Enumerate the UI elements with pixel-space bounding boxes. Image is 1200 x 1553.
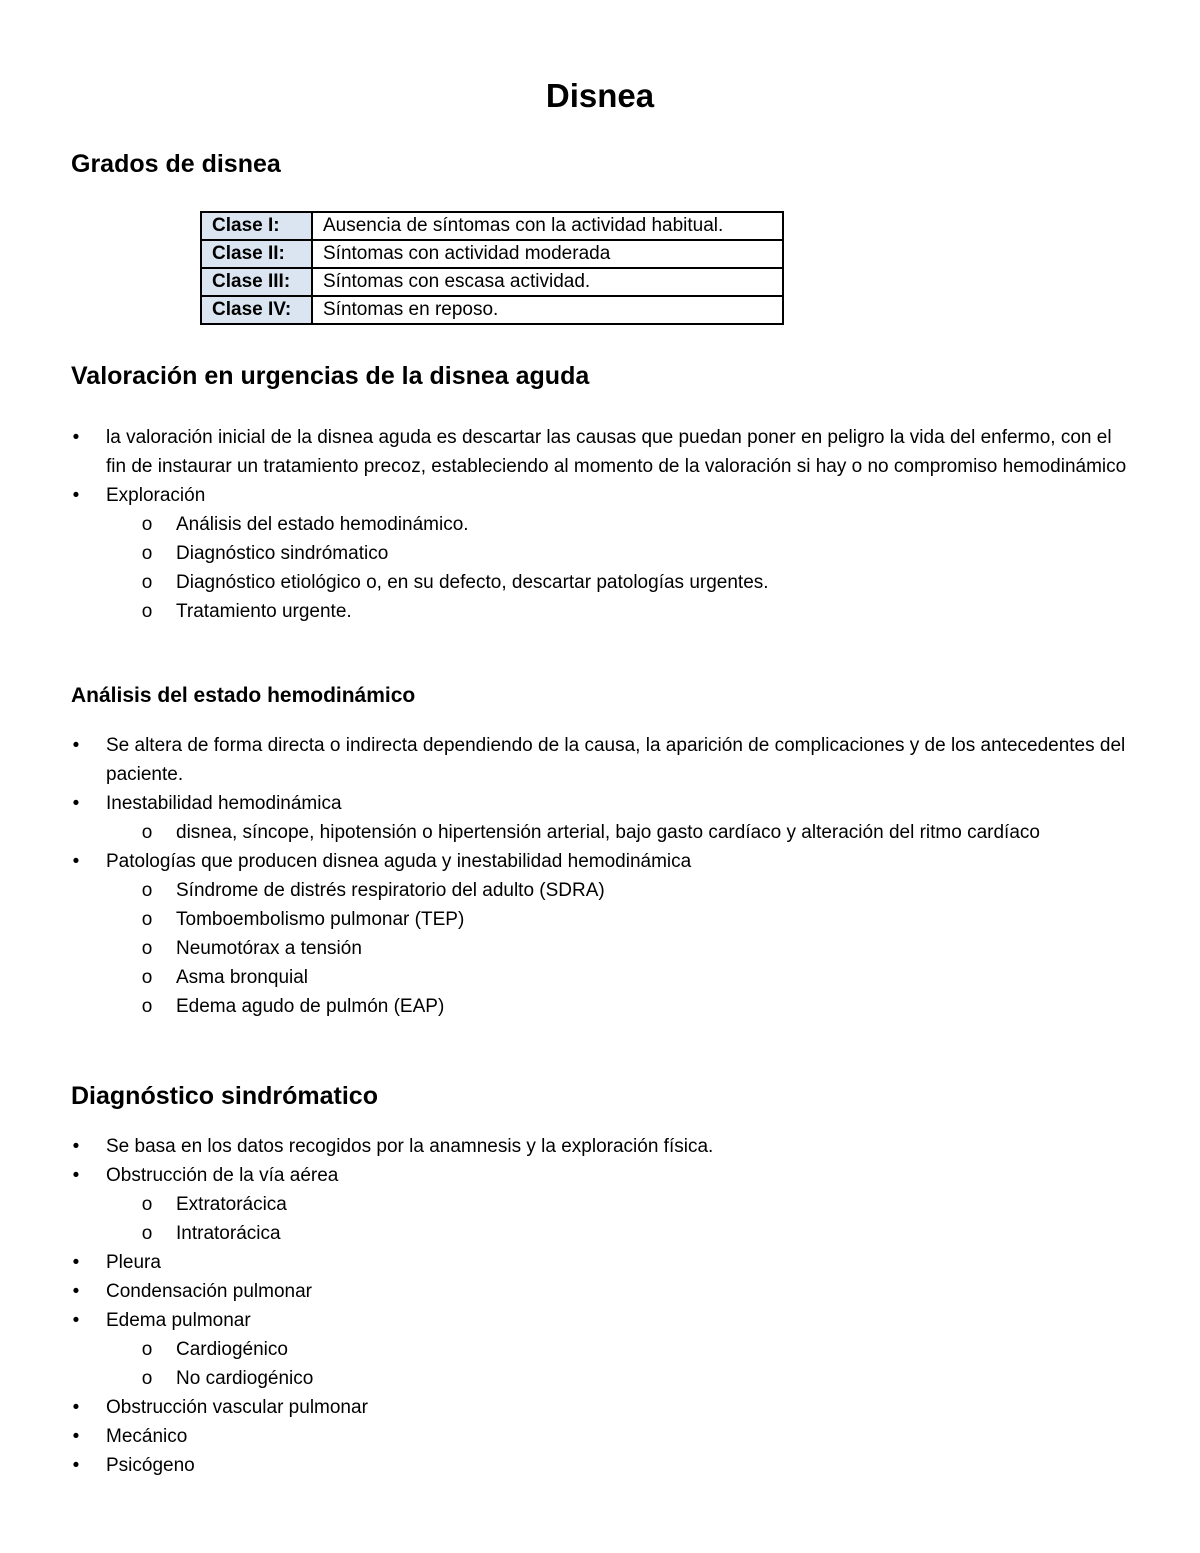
sub-list-item-text: Diagnóstico sindrómatico bbox=[176, 543, 389, 564]
section-heading-grados: Grados de disnea bbox=[71, 150, 281, 178]
list-item bbox=[71, 1393, 1131, 1422]
list-item-text: Pleura bbox=[106, 1252, 161, 1273]
bullet-icon: • bbox=[72, 1397, 80, 1418]
sub-list-item bbox=[106, 1364, 1131, 1393]
circle-bullet-icon: o bbox=[141, 1223, 153, 1244]
list-item bbox=[71, 1422, 1131, 1451]
sub-list-item bbox=[106, 1190, 1131, 1219]
grade-class-cell: Clase I: bbox=[201, 212, 312, 240]
sub-list-item-text: disnea, síncope, hipotensión o hipertensión arterial, bajo gasto cardíaco y alteración del ritmo cardíaco bbox=[176, 822, 1040, 843]
sub-list-item bbox=[106, 818, 1131, 847]
list-item-text: Obstrucción vascular pulmonar bbox=[106, 1397, 368, 1418]
sub-list-item-text: Neumotórax a tensión bbox=[176, 938, 362, 959]
sub-list bbox=[106, 510, 1131, 626]
sub-list-item-text: Análisis del estado hemodinámico. bbox=[176, 514, 469, 535]
bullet-icon: • bbox=[72, 1136, 80, 1157]
sub-list bbox=[106, 1190, 1131, 1248]
sub-list-item-text: Intratorácica bbox=[176, 1223, 281, 1244]
list-item-text: Se altera de forma directa o indirecta dependiendo de la causa, la aparición de complicaciones y de los antecedentes del paciente. bbox=[106, 735, 1126, 785]
list-item-text: Mecánico bbox=[106, 1426, 188, 1447]
bullet-icon: • bbox=[72, 1281, 80, 1302]
list-item bbox=[71, 1161, 1131, 1248]
sub-list-item bbox=[106, 905, 1131, 934]
sub-list-item-text: Tomboembolismo pulmonar (TEP) bbox=[176, 909, 465, 930]
list-item bbox=[71, 847, 1131, 1021]
sub-list-item-text: Diagnóstico etiológico o, en su defecto, descartar patologías urgentes. bbox=[176, 572, 769, 593]
bullet-icon: • bbox=[72, 851, 80, 872]
list-item-text: Edema pulmonar bbox=[106, 1310, 251, 1331]
grade-class-cell: Clase IV: bbox=[201, 296, 312, 324]
list-item bbox=[71, 789, 1131, 847]
list-item bbox=[71, 1277, 1131, 1306]
list-item bbox=[71, 731, 1131, 789]
list-item-text: Condensación pulmonar bbox=[106, 1281, 312, 1302]
table-row bbox=[201, 240, 783, 268]
list-item-text: Exploración bbox=[106, 485, 206, 506]
grade-description-cell: Síntomas con escasa actividad. bbox=[312, 268, 783, 296]
sub-list-item bbox=[106, 1219, 1131, 1248]
bullet-icon: • bbox=[72, 427, 80, 448]
circle-bullet-icon: o bbox=[141, 909, 153, 930]
circle-bullet-icon: o bbox=[141, 572, 153, 593]
list-item-text: la valoración inicial de la disnea aguda es descartar las causas que puedan poner en peligro la vida del enfermo, con el fin de instaurar un tratamiento precoz, estableciendo al momento de la valoración si hay o no compromiso hemodinámico bbox=[106, 427, 1127, 477]
list-item-text: Inestabilidad hemodinámica bbox=[106, 793, 342, 814]
sub-list-item-text: Asma bronquial bbox=[176, 967, 309, 988]
circle-bullet-icon: o bbox=[141, 1194, 153, 1215]
circle-bullet-icon: o bbox=[141, 880, 153, 901]
sindromatico-list bbox=[71, 1132, 1131, 1480]
circle-bullet-icon: o bbox=[141, 601, 153, 622]
section-heading-hemodinamico: Análisis del estado hemodinámico bbox=[71, 684, 416, 707]
circle-bullet-icon: o bbox=[141, 996, 153, 1017]
sub-list-item bbox=[106, 876, 1131, 905]
circle-bullet-icon: o bbox=[141, 1368, 153, 1389]
list-item-text: Patologías que producen disnea aguda y inestabilidad hemodinámica bbox=[106, 851, 692, 872]
sub-list-item-text: Edema agudo de pulmón (EAP) bbox=[176, 996, 445, 1017]
urgencias-list bbox=[71, 423, 1131, 626]
list-item bbox=[71, 1451, 1131, 1480]
sub-list bbox=[106, 876, 1131, 1021]
grade-description-cell: Síntomas con actividad moderada bbox=[312, 240, 783, 268]
hemodinamico-list bbox=[71, 731, 1131, 1021]
table-row bbox=[201, 268, 783, 296]
circle-bullet-icon: o bbox=[141, 938, 153, 959]
grades-table bbox=[200, 211, 784, 325]
sub-list-item bbox=[106, 992, 1131, 1021]
bullet-icon: • bbox=[72, 1310, 80, 1331]
document-title: Disnea bbox=[545, 77, 655, 114]
sub-list-item-text: Tratamiento urgente. bbox=[176, 601, 352, 622]
bullet-icon: • bbox=[72, 1252, 80, 1273]
list-item bbox=[71, 1248, 1131, 1277]
sub-list-item bbox=[106, 1335, 1131, 1364]
circle-bullet-icon: o bbox=[141, 1339, 153, 1360]
sub-list bbox=[106, 818, 1131, 847]
bullet-icon: • bbox=[72, 1426, 80, 1447]
table-row bbox=[201, 296, 783, 324]
section-heading-urgencias: Valoración en urgencias de la disnea aguda bbox=[71, 362, 590, 390]
sub-list-item bbox=[106, 934, 1131, 963]
list-item bbox=[71, 1306, 1131, 1393]
sub-list-item bbox=[106, 963, 1131, 992]
bullet-icon: • bbox=[72, 1165, 80, 1186]
list-item-text: Obstrucción de la vía aérea bbox=[106, 1165, 339, 1186]
sub-list-item bbox=[106, 568, 1131, 597]
sub-list bbox=[106, 1335, 1131, 1393]
grade-description-cell: Ausencia de síntomas con la actividad habitual. bbox=[312, 212, 783, 240]
bullet-icon: • bbox=[72, 735, 80, 756]
list-item bbox=[71, 481, 1131, 626]
list-item-text: Se basa en los datos recogidos por la anamnesis y la exploración física. bbox=[106, 1136, 714, 1157]
sub-list-item-text: Cardiogénico bbox=[176, 1339, 288, 1360]
sub-list-item bbox=[106, 539, 1131, 568]
circle-bullet-icon: o bbox=[141, 514, 153, 535]
grade-class-cell: Clase II: bbox=[201, 240, 312, 268]
bullet-icon: • bbox=[72, 485, 80, 506]
bullet-icon: • bbox=[72, 793, 80, 814]
circle-bullet-icon: o bbox=[141, 543, 153, 564]
sub-list-item bbox=[106, 597, 1131, 626]
sub-list-item-text: No cardiogénico bbox=[176, 1368, 314, 1389]
table-row bbox=[201, 212, 783, 240]
circle-bullet-icon: o bbox=[141, 967, 153, 988]
bullet-icon: • bbox=[72, 1455, 80, 1476]
sub-list-item-text: Extratorácica bbox=[176, 1194, 287, 1215]
sub-list-item-text: Síndrome de distrés respiratorio del adulto (SDRA) bbox=[176, 880, 605, 901]
list-item bbox=[71, 423, 1131, 481]
list-item bbox=[71, 1132, 1131, 1161]
grade-class-cell: Clase III: bbox=[201, 268, 312, 296]
grade-description-cell: Síntomas en reposo. bbox=[312, 296, 783, 324]
section-heading-sindromatico: Diagnóstico sindrómatico bbox=[71, 1082, 378, 1110]
sub-list-item bbox=[106, 510, 1131, 539]
circle-bullet-icon: o bbox=[141, 822, 153, 843]
list-item-text: Psicógeno bbox=[106, 1455, 195, 1476]
